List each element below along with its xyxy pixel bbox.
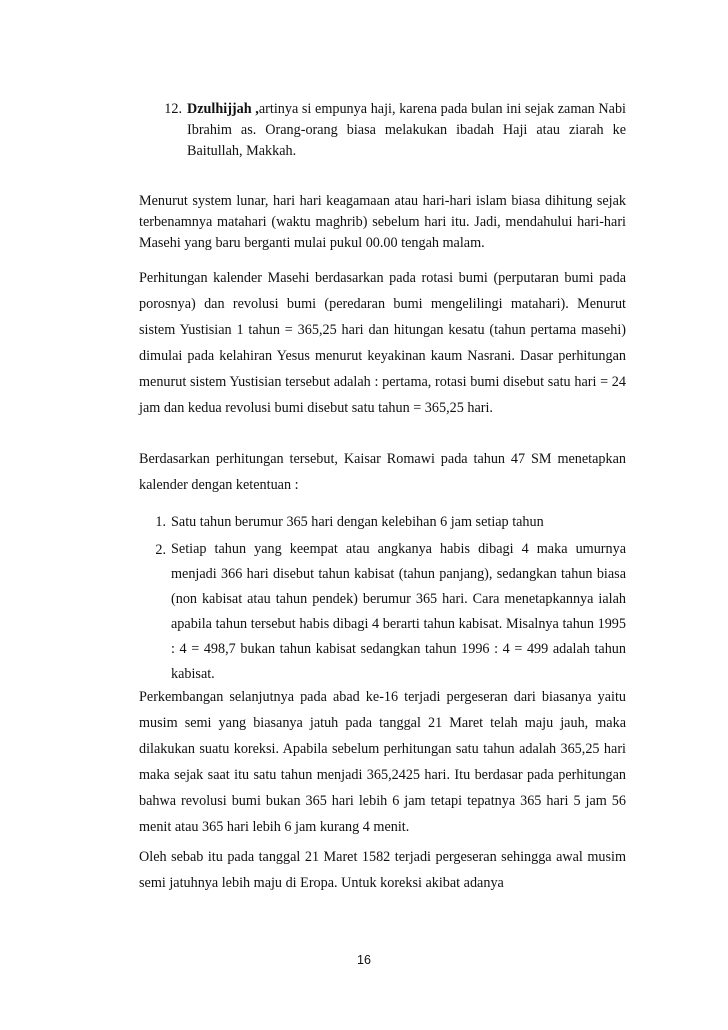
paragraph-lunar-system: Menurut system lunar, hari hari keagamaan atau hari-hari islam biasa dihitung sejak terbenamnya matahari (waktu maghrib) sebelum hari itu. Jadi, mendahului hari-hari Masehi yang baru berganti mulai pukul 00.00 tengah malam.: [139, 193, 626, 251]
list-item-text: Setiap tahun yang keempat atau angkanya habis dibagi 4 maka umurnya menjadi 366 hari disebut tahun kabisat (tahun panjang), sedangkan tahun biasa (non kabisat atau tahun pendek) berumur 365 hari. Cara menetapkannya ialah apabila tahun tersebut habis dibagi 4 berarti tahun kabisat. Misalnya tahun 1995 : 4 = 498,7 bukan tahun kabisat sedangkan tahun 1996 : 4 = 499 adalah tahun kabisat.: [171, 541, 626, 682]
list-number: 1.: [155, 514, 166, 530]
paragraph-romawi-calendar: Berdasarkan perhitungan tersebut, Kaisar Romawi pada tahun 47 SM menetapkan kalender dengan ketentuan :: [139, 451, 626, 493]
paragraph-1582-correction: Oleh sebab itu pada tanggal 21 Maret 1582 terjadi pergeseran sehingga awal musim semi jatuhnya lebih maju di Eropa. Untuk koreksi akibat adanya: [139, 849, 626, 891]
paragraph-masehi-calculation: Perhitungan kalender Masehi berdasarkan pada rotasi bumi (perputaran bumi pada porosnya) dan revolusi bumi (peredaran bumi mengelilingi matahari). Menurut sistem Yustisian 1 tahun = 365,25 hari dan hitungan kesatu (tahun pertama masehi) dimulai pada kelahiran Yesus menurut keyakinan kaum Nasrani. Dasar perhitungan menurut sistem Yustisian tersebut adalah : pertama, rotasi bumi disebut satu hari = 24 jam dan kedua revolusi bumi disebut satu tahun = 365,25 hari.: [139, 270, 626, 416]
list-item-text: Satu tahun berumur 365 hari dengan kelebihan 6 jam setiap tahun: [171, 514, 544, 530]
list-number: 12.: [164, 101, 182, 117]
month-description: artinya si empunya haji, karena pada bulan ini sejak zaman Nabi Ibrahim as. Orang-orang biasa melakukan ibadah Haji atau ziarah ke Baitullah, Makkah.: [187, 101, 627, 159]
month-term: Dzulhijjah ,: [187, 101, 259, 117]
paragraph-16th-century-shift: Perkembangan selanjutnya pada abad ke-16 terjadi pergeseran dari biasanya yaitu musim semi yang biasanya jatuh pada tanggal 21 Maret telah maju jauh, maka dilakukan suatu koreksi. Apabila sebelum perhitungan satu tahun adalah 365,25 hari maka sejak saat itu satu tahun menjadi 365,2425 hari. Itu berdasar pada perhitungan bahwa revolusi bumi bukan 365 hari lebih 6 jam tetapi tepatnya 365 hari 5 jam 56 menit atau 365 hari lebih 6 jam kurang 4 menit.: [139, 689, 626, 835]
list-number: 2.: [155, 542, 166, 558]
page-number: 16: [357, 953, 371, 967]
list-item-text: [187, 99, 626, 162]
